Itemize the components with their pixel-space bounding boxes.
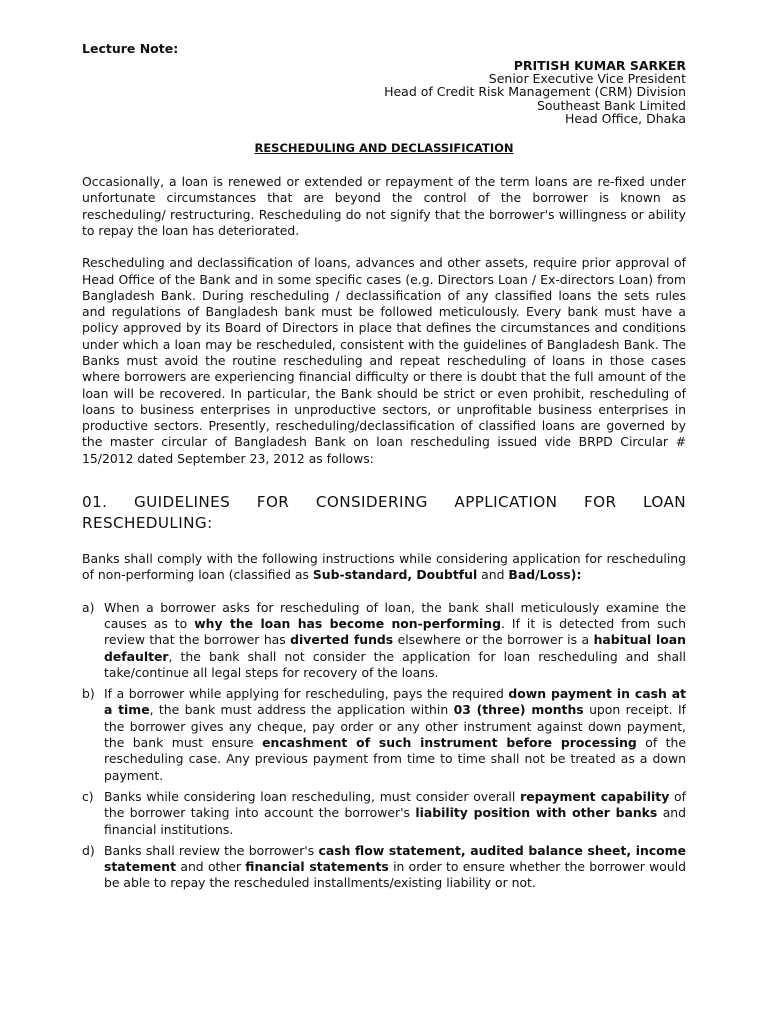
intro-text: ): [570,567,582,583]
item-bold: financial statements [245,859,389,875]
paragraph-intro: Occasionally, a loan is renewed or extended or repayment of the term loans are re-fixed under unfortunate circumstances that are beyond the control of the borrower is known as rescheduling/ restructuring. Rescheduling do not signify that the borrower's willingness or ability to repay the loan has deteriorated. [82,174,686,238]
item-bold: liability position with other banks [415,805,658,821]
item-text: elsewhere or the borrower is a [393,632,594,648]
list-marker: b) [82,686,95,702]
document-title: RESCHEDULING AND DECLASSIFICATION [254,141,514,156]
list-marker: c) [82,788,94,804]
list-item-text [104,686,686,784]
author-designation: Senior Executive Vice President [488,71,686,87]
section-heading-line2: RESCHEDULING: [82,514,213,533]
list-marker: a) [82,599,95,615]
intro-bold-badloss: Bad/Loss [508,567,571,583]
list-item-text [104,600,686,681]
item-text: , the bank must address the application within [149,702,454,718]
author-block [82,59,686,125]
item-text: of the borrower taking into account the borrower's [104,788,686,821]
item-text: in order to ensure whether the borrower would be able to repay the rescheduled installments/existing liability or not. [104,859,686,891]
intro-bold-classes: Sub-standard, Doubtful [312,567,478,583]
intro-text: Banks shall comply with the following instructions while considering application for rescheduling of non-performing loan (classified as [82,551,686,583]
section-intro [82,551,686,584]
paragraph-policy: Rescheduling and declassification of loans, advances and other assets, require prior approval of Head Office of the Bank and in some specific cases (e.g. Directors Loan / Ex-directors Loan) from Bangladesh Bank. During rescheduling / declassification of any classified loans the sets rules and regulations of Bangladesh bank must be followed meticulously. Every bank must have a policy approved by its Board of Directors in place that defines the circumstances and conditions under which a loan may be rescheduled, consistent with the guidelines of Bangladesh Bank. The Banks must avoid the routine rescheduling and repeat rescheduling of loans in those cases where borrowers are experiencing financial difficulty or there is doubt that the full amount of the loan will be recovered. In particular, the Bank should be strict or even prohibit, rescheduling of loans to business enterprises in unproductive sectors, or unprofitable business enterprises in productive sectors. Presently, rescheduling/declassification of classified loans are governed by the master circular of Bangladesh Bank on loan rescheduling issued vide BRPD Circular # 15/2012 dated September 23, 2012 as follows: [82,255,686,466]
item-text: If a borrower while applying for rescheduling, pays the required [104,686,509,702]
list-item [82,843,686,892]
list-item-text [104,789,686,838]
item-bold: cash flow statement, audited balance sheet, income statement [104,842,686,875]
list-item [82,686,686,784]
item-text: When a borrower asks for rescheduling of loan, the bank shall meticulously examine the causes as to [104,599,686,631]
item-text: and financial institutions. [104,805,687,837]
list-item [82,789,686,838]
list-item [82,600,686,681]
item-bold: diverted funds [290,632,394,648]
item-text: Banks shall review the borrower's [104,842,319,858]
guideline-list [82,600,686,892]
item-bold: repayment capability [520,788,670,804]
item-bold: encashment of such instrument before processing [262,735,637,751]
item-bold: habitual loan defaulter [104,632,686,664]
item-text: of the rescheduling case. Any previous payment from time to time shall not be treated as a down payment. [104,735,687,783]
item-text: . If it is detected from such review that the borrower has [104,615,686,648]
author-name: PRITISH KUMAR SARKER [513,58,686,73]
author-organization: Southeast Bank Limited [536,97,686,113]
item-bold: down payment in cash at a time [104,686,686,718]
intro-text: and [477,567,509,583]
item-bold: why the loan has become non-performing [194,615,501,631]
list-marker: d) [82,842,95,858]
author-division: Head of Credit Risk Management (CRM) Division [384,84,686,100]
author-office: Head Office, Dhaka [565,110,686,126]
item-text: and other [176,859,246,875]
lecture-note-label: Lecture Note: [82,41,179,56]
item-text: upon receipt. If the borrower gives any cheque, pay order or any other instrument against down payment, the bank must ensure [104,702,686,751]
section-heading-line1: 01. GUIDELINES FOR CONSIDERING APPLICATION FOR LOAN [82,493,686,512]
list-item-text [104,843,686,892]
item-text: , the bank shall not consider the application for loan rescheduling and shall take/continue all legal steps for recovery of the loans. [104,648,686,680]
section-heading [82,492,686,534]
item-bold: 03 (three) months [453,702,584,718]
item-text: Banks while considering loan rescheduling, must consider overall [104,788,521,804]
